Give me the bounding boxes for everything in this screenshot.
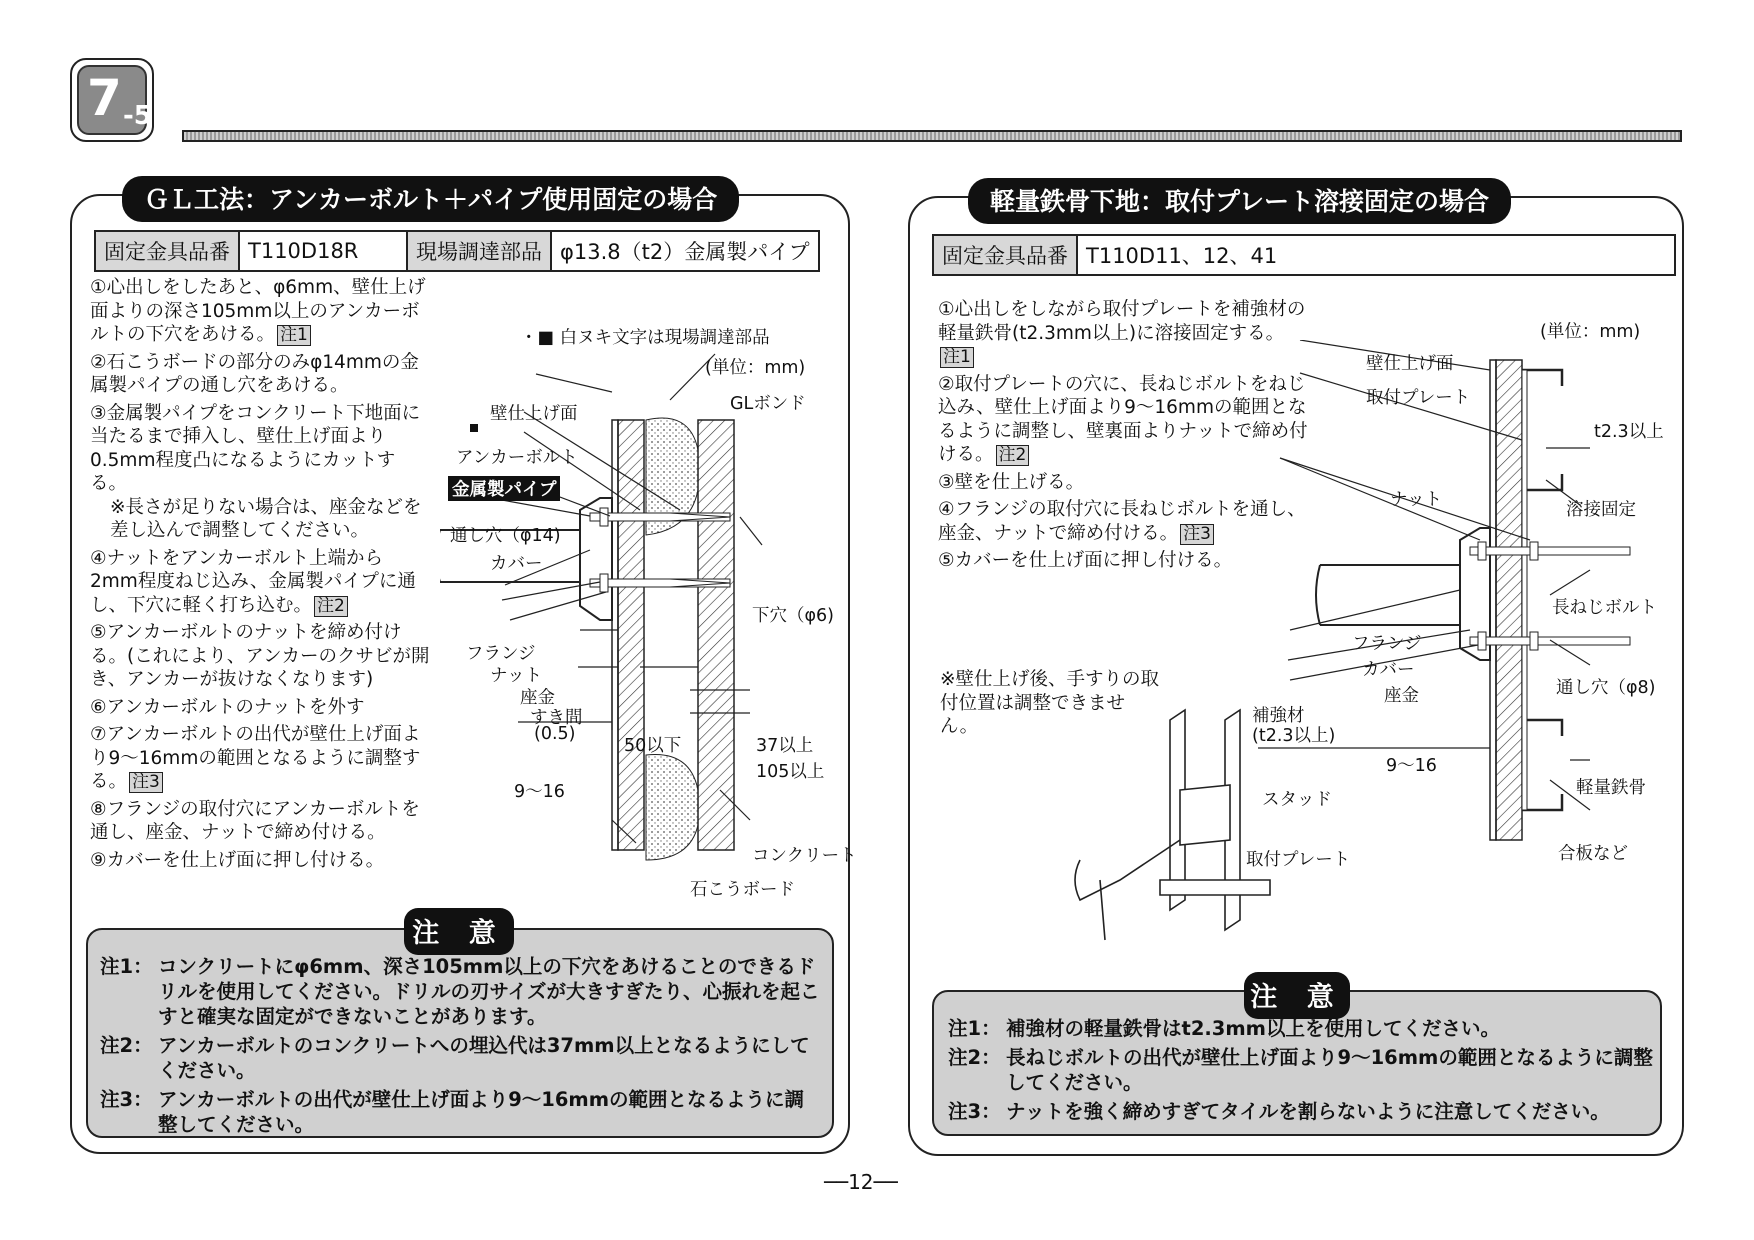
label-gap-value: (0.5) bbox=[534, 724, 576, 744]
caution-note-label: 注3： bbox=[948, 1100, 1001, 1123]
step-item bbox=[90, 696, 430, 720]
label-9-16: 9～16 bbox=[1386, 756, 1437, 776]
plywood-shape bbox=[1496, 360, 1522, 840]
caution-note bbox=[100, 1087, 820, 1137]
caution-note-text: 長ねじボルトの出代が壁仕上げ面より9～16mmの範囲となるように調整してください。 bbox=[1006, 1046, 1653, 1094]
label-mount-plate-2: 取付プレート bbox=[1246, 850, 1351, 870]
spec-value-part-number: T110D18R bbox=[239, 231, 407, 271]
label-9-16: 9～16 bbox=[514, 782, 565, 802]
label-wall-finish: 壁仕上げ面 bbox=[1366, 354, 1454, 374]
right-aside: ※壁仕上げ後、手すりの取付位置は調整できません。 bbox=[940, 669, 1160, 737]
label-flange: フランジ bbox=[1352, 634, 1422, 654]
step-item bbox=[90, 798, 430, 845]
label-washer: 座金 bbox=[1384, 686, 1419, 706]
step-item bbox=[90, 276, 430, 347]
step-item bbox=[90, 849, 430, 873]
label-reinforce-t: (t2.3以上) bbox=[1252, 726, 1336, 746]
label-37: 37以上 bbox=[756, 736, 814, 756]
caution-note-text: 補強材の軽量鉄骨はt2.3mm以上を使用してください。 bbox=[1006, 1017, 1501, 1040]
label-concrete: コンクリート bbox=[752, 846, 857, 866]
label-through-hole: 通し穴（φ14) bbox=[450, 526, 561, 546]
label-pilot-hole: 下穴（φ6) bbox=[752, 606, 835, 626]
left-title-text: ＧＬ工法：アンカーボルト＋パイプ使用固定の場合 bbox=[144, 185, 718, 214]
caution-note bbox=[948, 1045, 1654, 1095]
step-item bbox=[90, 402, 430, 496]
step-item bbox=[90, 547, 430, 618]
step-text: ①心出しをしながら取付プレートを補強材の軽量鉄骨(t2.3mm以上)に溶接固定する。 bbox=[938, 299, 1306, 344]
left-steps bbox=[90, 276, 430, 876]
label-light-steel: 軽量鉄骨 bbox=[1576, 778, 1646, 798]
caution-note-text: コンクリートにφ6mm、深さ105mm以上の下穴をあけることのできるドリルを使用してください。ドリルの刃サイズが大きすぎたり、心振れを起こすと確実な固定ができないことがあります。 bbox=[158, 955, 820, 1028]
label-cover: カバー bbox=[490, 554, 543, 574]
step-text: ④フランジの取付穴に長ねじボルトを通し、座金、ナットで締め付ける。 bbox=[938, 499, 1306, 544]
spec-value-local-parts: φ13.8（t2）金属製パイプ bbox=[551, 231, 819, 271]
label-stud: スタッド bbox=[1262, 790, 1332, 810]
label-mount-plate: 取付プレート bbox=[1366, 388, 1471, 408]
header-rule bbox=[182, 130, 1682, 142]
long-bolt-shape bbox=[1470, 547, 1630, 555]
label-reinforce: 補強材 bbox=[1252, 706, 1305, 726]
caution-note-label: 注2： bbox=[100, 1034, 153, 1057]
caution-note bbox=[100, 954, 820, 1029]
step-text: ⑥アンカーボルトのナットを外す bbox=[90, 696, 365, 718]
left-spec-table bbox=[94, 230, 820, 272]
left-panel-title bbox=[122, 176, 739, 222]
right-caution-title: 注 意 bbox=[1244, 972, 1350, 1019]
label-nut: ナット bbox=[1390, 490, 1443, 510]
right-install-diagram bbox=[1060, 340, 1660, 970]
note-ref: 注2 bbox=[996, 445, 1030, 466]
label-long-bolt: 長ねじボルト bbox=[1552, 598, 1657, 618]
step-text: ⑨カバーを仕上げ面に押し付ける。 bbox=[90, 849, 385, 871]
label-flange: フランジ bbox=[466, 644, 536, 664]
right-caution-notes bbox=[948, 1016, 1654, 1128]
caution-note-label: 注1： bbox=[948, 1017, 1001, 1040]
light-steel-bottom bbox=[1522, 720, 1562, 810]
section-number: 7 bbox=[87, 69, 120, 127]
step-text: ③金属製パイプをコンクリート下地面に当たるまで挿入し、壁仕上げ面より0.5mm程度凸になるようにカットする。 bbox=[90, 402, 421, 494]
caution-note-label: 注1： bbox=[100, 955, 153, 978]
page-number: ──12── bbox=[824, 1170, 898, 1194]
step-item bbox=[90, 723, 430, 794]
label-105: 105以上 bbox=[756, 762, 825, 782]
concrete-shape bbox=[698, 420, 734, 850]
step-text: ③壁を仕上げる。 bbox=[938, 471, 1085, 493]
step-text: ⑦アンカーボルトの出代が壁仕上げ面より9～16mmの範囲となるように調整する。 bbox=[90, 724, 421, 792]
gl-bond-shape-bottom bbox=[646, 754, 698, 860]
step-item bbox=[90, 351, 430, 398]
note-ref: 注3 bbox=[1180, 524, 1214, 545]
wall-finish-layer bbox=[612, 420, 618, 850]
label-gypsum: 石こうボード bbox=[690, 880, 795, 900]
label-cover: カバー bbox=[1362, 660, 1415, 680]
spec-value-part-number: T110D11、12、41 bbox=[1077, 235, 1675, 275]
caution-note-label: 注3： bbox=[100, 1088, 153, 1111]
step-text: ⑤カバーを仕上げ面に押し付ける。 bbox=[938, 550, 1233, 571]
label-plywood: 合板など bbox=[1558, 844, 1628, 864]
label-weld: 溶接固定 bbox=[1566, 500, 1636, 520]
left-caution-notes bbox=[100, 954, 820, 1141]
label-gl-bond: GLボンド bbox=[730, 394, 806, 414]
caution-note bbox=[100, 1033, 820, 1083]
caution-note bbox=[948, 1016, 1654, 1041]
label-washer: 座金 bbox=[520, 688, 555, 708]
label-metal-pipe: 金属製パイプ bbox=[448, 476, 560, 501]
right-panel-title bbox=[968, 178, 1511, 224]
spec-label-part-number: 固定金具品番 bbox=[933, 235, 1077, 275]
spec-label-part-number: 固定金具品番 bbox=[95, 231, 239, 271]
label-through-hole: 通し穴（φ8) bbox=[1556, 678, 1656, 698]
step-item bbox=[90, 621, 430, 692]
caution-note bbox=[948, 1099, 1654, 1124]
label-nut: ナット bbox=[490, 666, 543, 686]
right-unit: (単位：mm) bbox=[1540, 322, 1641, 342]
light-steel-top bbox=[1522, 370, 1562, 490]
step-item bbox=[90, 496, 430, 543]
note-ref: 注2 bbox=[314, 596, 348, 617]
stud-perspective bbox=[1075, 710, 1270, 940]
anchor-bolt-shape bbox=[590, 513, 730, 521]
section-badge bbox=[70, 58, 154, 142]
step-text: ⑧フランジの取付穴にアンカーボルトを通し、座金、ナットで締め付ける。 bbox=[90, 798, 420, 843]
caution-note-text: アンカーボルトのコンクリートへの埋込代は37mm以上となるようにしてください。 bbox=[158, 1034, 810, 1082]
note-ref: 注3 bbox=[129, 772, 163, 793]
right-title-text: 軽量鉄骨下地：取付プレート溶接固定の場合 bbox=[990, 187, 1490, 216]
label-anchor-bolt: アンカーボルト bbox=[456, 448, 578, 468]
step-text: ②取付プレートの穴に、長ねじボルトをねじ込み、壁仕上げ面より9～16mmの範囲となるように調整し、壁裏面よりナットで締め付ける。 bbox=[938, 373, 1308, 465]
section-subnumber: -5 bbox=[123, 101, 152, 131]
step-text: ※長さが足りない場合は、座金などを差し込んで調整してください。 bbox=[110, 496, 422, 541]
label-wall-finish: 壁仕上げ面 bbox=[490, 404, 578, 424]
step-text: ⑤アンカーボルトのナットを締め付ける。(これにより、アンカーのクサビが開き、アンカーが抜けなくなります) bbox=[90, 622, 430, 690]
step-text: ②石こうボードの部分のみφ14mmの金属製パイプの通し穴をあける。 bbox=[90, 351, 419, 396]
label-t23: t2.3以上 bbox=[1594, 422, 1664, 442]
diagram-unit: (単位：mm) bbox=[705, 358, 806, 378]
note-ref: 注1 bbox=[277, 325, 311, 346]
caution-note-label: 注2： bbox=[948, 1046, 1001, 1069]
caution-note-text: ナットを強く締めすぎてタイルを割らないように注意してください。 bbox=[1006, 1100, 1610, 1123]
left-caution-title: 注 意 bbox=[404, 908, 514, 955]
diagram-legend: ・■ 白ヌキ文字は現場調達部品 bbox=[520, 328, 770, 348]
label-gap: すき間 bbox=[530, 708, 583, 728]
step-text: ①心出しをしたあと、φ6mm、壁仕上げ面よりの深さ105mm以上のアンカーボルトの下穴をあける。 bbox=[90, 277, 426, 345]
caution-note-text: アンカーボルトの出代が壁仕上げ面より9～16mmの範囲となるように調整してください。 bbox=[158, 1088, 805, 1136]
right-spec-table bbox=[932, 234, 1676, 276]
step-text: ④ナットをアンカーボルト上端から2mm程度ねじ込み、金属製パイプに通し、下穴に軽く打ち込む。 bbox=[90, 547, 416, 616]
note-ref: 注1 bbox=[940, 347, 974, 368]
label-50: 50以下 bbox=[624, 736, 682, 756]
spec-label-local-parts: 現場調達部品 bbox=[407, 231, 551, 271]
